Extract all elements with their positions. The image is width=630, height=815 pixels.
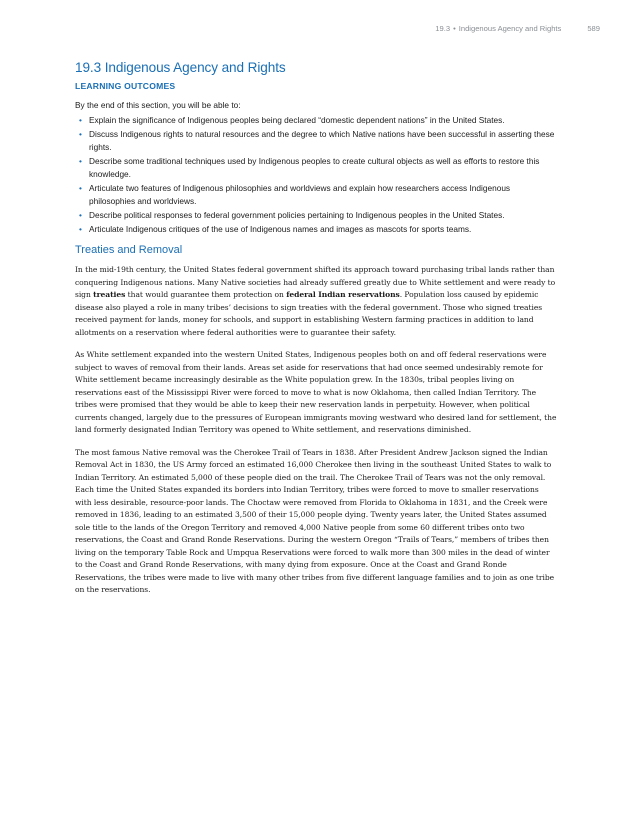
learning-outcomes-heading: LEARNING OUTCOMES: [75, 81, 176, 91]
main-content: [75, 60, 557, 607]
outcome-text: Describe some traditional techniques used by Indigenous peoples to create cultural objects as well as efforts to restore this knowledge.: [89, 156, 540, 179]
outcome-text: Discuss Indigenous rights to natural resources and the degree to which Native nations have been successful in asserting these rights.: [89, 129, 555, 152]
subsection-title: Treaties and Removal: [75, 244, 183, 256]
list-item: [75, 114, 557, 127]
outcome-text: Explain the significance of Indigenous peoples being declared “domestic dependent nations” in the United States.: [89, 115, 505, 125]
key-term-treaties: treaties: [93, 290, 126, 299]
key-term-federal-indian-reservations: federal Indian reservations: [286, 290, 400, 299]
body-paragraph-1: [75, 264, 557, 339]
list-item: [75, 209, 557, 222]
bullet-icon: •: [79, 183, 82, 193]
outcome-text: Describe political responses to federal government policies pertaining to Indigenous peoples in the United States.: [89, 210, 505, 220]
body-paragraph-2: As White settlement expanded into the western United States, Indigenous peoples both on and off federal reservations were subject to waves of removal from their lands. Areas set aside for reservations that had once seemed undesirably remote for White settlement became increasingly desirable as the White population grew. In the 1830s, tribal peoples living on reservations east of the Mississippi River were forced to move to what is now Oklahoma, then called Indian Territory. The tribes were promised that they would be able to keep their new reservation lands in perpetuity. However, when political currents changed, largely due to the pressures of European immigrants moving westward who desired land for settlement, the land formerly designated Indian Territory was opened to White settlement, and reservations diminished.: [75, 350, 557, 434]
learning-outcomes-list: [75, 114, 557, 236]
section-title: 19.3 Indigenous Agency and Rights: [75, 60, 286, 75]
outcome-text: Articulate Indigenous critiques of the use of Indigenous names and images as mascots for sports teams.: [89, 224, 472, 234]
bullet-icon: •: [79, 115, 82, 125]
bullet-icon: •: [79, 210, 82, 220]
page-number: 589: [587, 24, 600, 33]
paragraph-text: In the mid-19th century, the United States federal government shifted its approach toward purchasing tribal lands rather than conquering Indigenous nations. Many Native societies had already suffered greatly due to White settlement and were ready to sign: [75, 265, 556, 299]
running-header: [435, 24, 600, 33]
list-item: [75, 223, 557, 236]
header-title: Indigenous Agency and Rights: [458, 24, 562, 33]
bullet-icon: •: [79, 224, 82, 234]
header-separator: •: [453, 24, 456, 33]
paragraph-text: that would guarantee them protection on: [125, 290, 287, 299]
outcome-text: Articulate two features of Indigenous philosophies and worldviews and explain how researchers access Indigenous philosophies and worldviews.: [89, 183, 511, 206]
learning-outcomes-intro: By the end of this section, you will be able to:: [75, 100, 241, 110]
list-item: [75, 182, 557, 208]
body-paragraph-3: The most famous Native removal was the Cherokee Trail of Tears in 1838. After President Andrew Jackson signed the Indian Removal Act in 1830, the US Army forced an estimated 16,000 Cherokee then living in the southeast United States to walk to Indian Territory. An estimated 5,000 of these people died on the trail. The Cherokee Trail of Tears was not the only removal. Each time the United States expanded its borders into Indian Territory, tribes were forced to move to smaller reservations with less desirable, resource-poor lands. The Choctaw were removed from Florida to Oklahoma in 1831, and the Creek were removed in 1836, leading to an estimated 3,500 of their 15,000 people dying. Twenty years later, the United States assumed sole title to the lands of the Oregon Territory and removed 4,000 Native people from some 60 different tribes onto two reservations, the Coast and Grand Ronde Reservations. During the western Oregon “Trails of Tears,” members of tribes then living on the temporary Table Rock and Umpqua Reservations were forced to walk more than 300 miles in the dead of winter to the Coast and Grand Ronde Reservations, with many dying from exposure. Once at the Coast and Grand Ronde Reservations, the tribes were made to live with many other tribes from five different language families and to join as one tribe on the reservations.: [75, 447, 555, 594]
list-item: [75, 128, 557, 154]
header-section-number: 19.3: [435, 24, 451, 33]
list-item: [75, 155, 557, 181]
bullet-icon: •: [79, 156, 82, 166]
paragraph-text: . Population loss caused by epidemic disease also played a role in many tribes’ decisions to sign treaties with the federal government. Those who signed treaties received payment for lands, money for schools, and support in establishing Western farming practices in addition to land allotments on a reservation where federal authorities were to guarantee their safety.: [75, 290, 543, 337]
bullet-icon: •: [79, 129, 82, 139]
